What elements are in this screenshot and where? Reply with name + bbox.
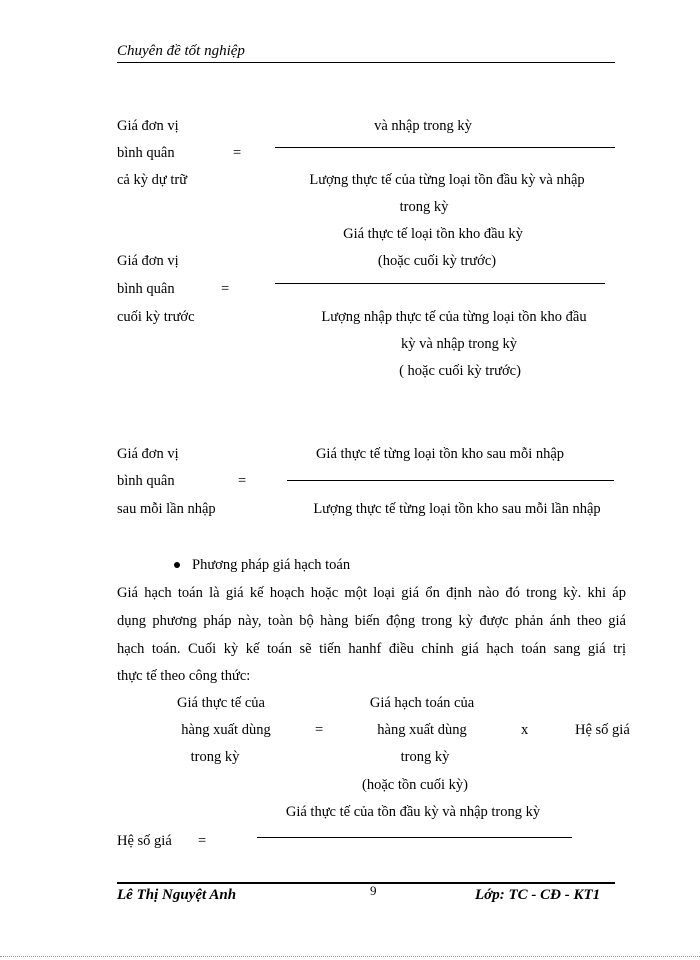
formula4-coefficient: Hệ số giá xyxy=(575,722,630,738)
formula3-left-line1: Giá đơn vị xyxy=(117,446,179,462)
formula1-denominator-line1: Lượng thực tế của từng loại tồn đầu kỳ và nhập xyxy=(309,172,585,188)
formula2-denominator-line2: kỳ và nhập trong kỳ xyxy=(401,336,517,352)
formula2-equals: = xyxy=(221,281,230,297)
formula1-left-line2: bình quân xyxy=(117,145,175,161)
formula3-equals: = xyxy=(238,473,247,489)
formula1-left-line1: Giá đơn vị xyxy=(117,118,179,134)
header-rule xyxy=(117,62,615,63)
formula4-col2-line3: trong kỳ xyxy=(400,749,450,765)
formula2-denominator-line3: ( hoặc cuối kỳ trước) xyxy=(399,363,521,379)
bullet-dot xyxy=(174,562,180,568)
page-bottom-dotted-edge xyxy=(0,956,700,957)
formula5-fraction-bar xyxy=(257,837,572,838)
formula3-left-line2: bình quân xyxy=(117,473,175,489)
formula3-numerator: Giá thực tế từng loại tồn kho sau mỗi nhập xyxy=(315,446,565,462)
formula4-col1-line2: hàng xuất dùng xyxy=(181,722,271,738)
formula2-denominator-line1: Lượng nhập thực tế của từng loại tồn kho đầu xyxy=(321,309,587,325)
formula1-left-line3: cả kỳ dự trữ xyxy=(117,172,188,188)
paragraph-line-4: thực tế theo công thức: xyxy=(117,668,251,684)
formula5-equals: = xyxy=(198,833,207,849)
formula1-fraction-bar xyxy=(275,147,615,148)
formula1-denominator-line2: trong kỳ xyxy=(399,199,449,215)
section-bullet-title: Phương pháp giá hạch toán xyxy=(192,557,351,573)
formula3-left-line3: sau mỗi lần nhập xyxy=(117,501,216,517)
formula3-fraction-bar xyxy=(287,480,614,481)
footer-author: Lê Thị Nguyệt Anh xyxy=(117,887,237,903)
paragraph-line-3: hạch toán. Cuối kỳ kế toán sẽ tiến hanhf điều chỉnh giá hạch toán sang giá trị xyxy=(117,641,626,657)
formula4-col1-line1: Giá thực tế của xyxy=(177,695,265,711)
page-number: 9 xyxy=(370,883,377,898)
formula2-numerator-line2: (hoặc cuối kỳ trước) xyxy=(377,253,497,269)
header-title: Chuyên đề tốt nghiệp xyxy=(117,43,245,59)
formula4-equals: = xyxy=(315,722,324,738)
formula2-left-line3: cuối kỳ trước xyxy=(117,309,195,325)
formula5-numerator: Giá thực tế của tồn đầu kỳ và nhập trong kỳ xyxy=(285,804,541,820)
paragraph-line-2: dụng phương pháp này, toàn bộ hàng biến động trong kỳ được phản ánh theo giá xyxy=(117,613,626,629)
formula5-left: Hệ số giá xyxy=(117,833,172,849)
formula1-equals: = xyxy=(233,145,242,161)
formula4-col2-line1: Giá hạch toán của xyxy=(369,695,475,711)
paragraph-line-1: Giá hạch toán là giá kế hoạch hoặc một loại giá ổn định nào đó trong kỳ. khi áp xyxy=(117,585,626,601)
formula4-times: x xyxy=(521,722,529,738)
formula2-left-line2: bình quân xyxy=(117,281,175,297)
formula3-denominator: Lượng thực tế từng loại tồn kho sau mỗi lần nhập xyxy=(313,501,601,517)
formula2-numerator-line1: Giá thực tế loại tồn kho đầu kỳ xyxy=(343,226,523,242)
formula4-col2-line4: (hoặc tồn cuối kỳ) xyxy=(362,777,468,793)
formula1-numerator: và nhập trong kỳ xyxy=(374,118,472,134)
formula2-fraction-bar xyxy=(275,283,605,284)
footer-class: Lớp: TC - CĐ - KT1 xyxy=(475,887,601,903)
formula4-col1-line3: trong kỳ xyxy=(190,749,240,765)
formula2-left-line1: Giá đơn vị xyxy=(117,253,179,269)
footer-rule xyxy=(117,882,615,884)
formula4-col2-line2: hàng xuất dùng xyxy=(377,722,467,738)
